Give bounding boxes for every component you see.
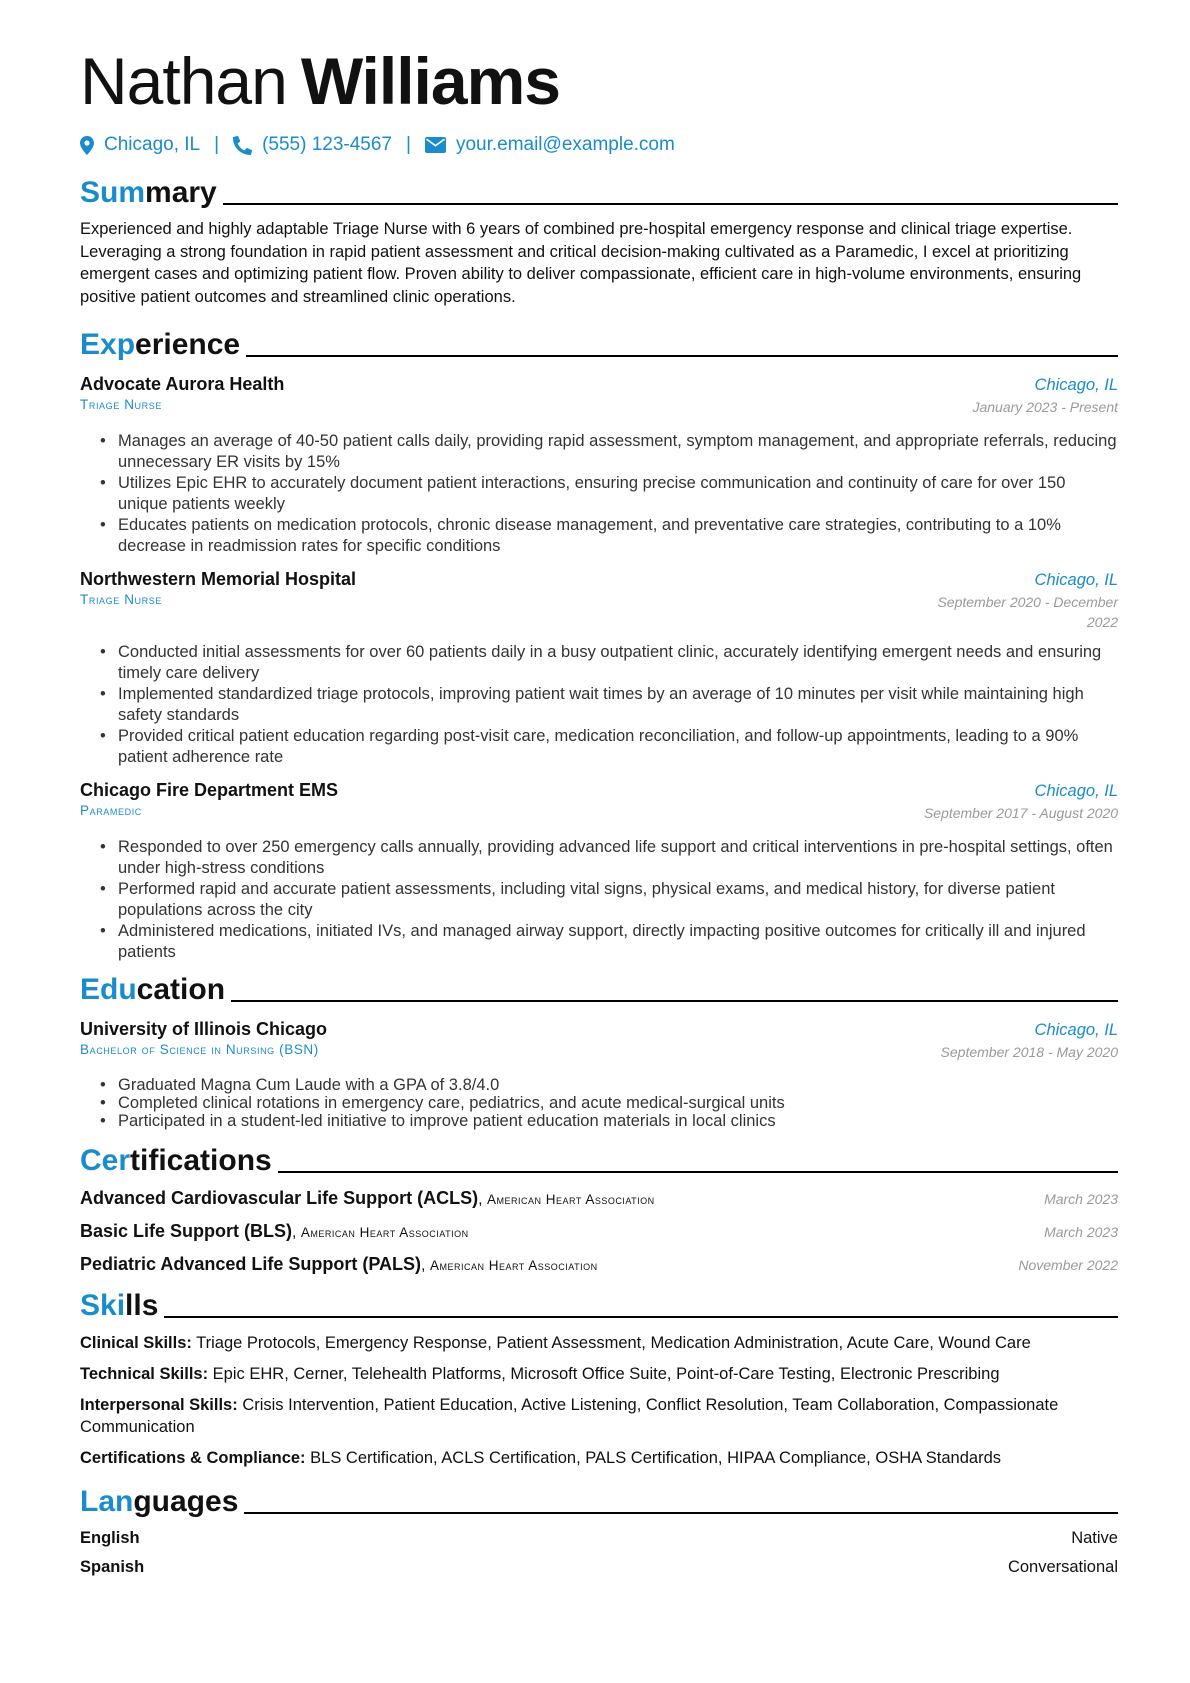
list-item: • Completed clinical rotations in emergency care, pediatrics, and acute medical-surgical units bbox=[118, 1094, 1118, 1112]
job-location: Chicago, IL bbox=[1034, 782, 1118, 800]
job-role: Triage Nurse bbox=[80, 592, 162, 607]
section-rule bbox=[244, 1512, 1118, 1514]
degree-name: Bachelor of Science in Nursing (BSN) bbox=[80, 1042, 319, 1057]
school-location: Chicago, IL bbox=[1034, 1021, 1118, 1039]
phone-text: (555) 123-4567 bbox=[262, 134, 392, 155]
certification-date: November 2022 bbox=[1018, 1257, 1118, 1273]
contact-separator: | bbox=[214, 134, 220, 155]
envelope-icon bbox=[425, 137, 446, 153]
skill-row bbox=[80, 1394, 1118, 1438]
job-dates: January 2023 - Present bbox=[972, 399, 1118, 415]
list-item: • Administered medications, initiated IVs, and managed airway support, directly impacting positive outcomes for critically ill and injured patients bbox=[118, 921, 1118, 963]
contact-email[interactable] bbox=[425, 134, 675, 156]
location-text: Chicago, IL bbox=[104, 134, 201, 155]
job-dates: September 2020 - December 2022 bbox=[937, 594, 1118, 630]
education-title: Education bbox=[80, 973, 226, 1006]
map-pin-icon bbox=[80, 136, 94, 155]
last-name: Williams bbox=[300, 44, 560, 118]
certification-name: Pediatric Advanced Life Support (PALS) bbox=[80, 1254, 422, 1274]
list-item: • Responded to over 250 emergency calls annually, providing advanced life support and critical interventions in pre-hospital settings, often under high-stress conditions bbox=[118, 837, 1118, 879]
skill-label: Clinical Skills: bbox=[80, 1334, 192, 1352]
certification-date: March 2023 bbox=[1044, 1191, 1118, 1207]
list-item: • Performed rapid and accurate patient assessments, including vital signs, physical exams, and medical history, for diverse patient populations across the city bbox=[118, 879, 1118, 921]
list-item: • Educates patients on medication protocols, chronic disease management, and preventative care strategies, contributing to a 10% decrease in readmission rates for specific conditions bbox=[118, 515, 1118, 557]
skill-value: Crisis Intervention, Patient Education, Active Listening, Conflict Resolution, Team Collaboration, Compassionate Communication bbox=[80, 1396, 1059, 1436]
certifications-section-header bbox=[80, 1140, 1118, 1178]
summary-section-header bbox=[80, 172, 1118, 210]
skill-label: Certifications & Compliance: bbox=[80, 1449, 306, 1467]
skill-value: Epic EHR, Cerner, Telehealth Platforms, Microsoft Office Suite, Point-of-Care Testing, Electronic Prescribing bbox=[212, 1365, 1000, 1383]
summary-text: Experienced and highly adaptable Triage Nurse with 6 years of combined pre-hospital emergency response and clinical triage expertise. Leveraging a strong foundation in rapid patient assessment and critical decision-making cultivated as a Paramedic, I excel at prioritizing emergent cases and optimizing patient flow. Proven ability to deliver compassionate, efficient care in high-volume environments, ensuring positive patient outcomes and streamlined clinic operations. bbox=[80, 220, 1082, 306]
section-rule bbox=[278, 1171, 1118, 1173]
languages-section-header bbox=[80, 1481, 1118, 1519]
job-dates: September 2017 - August 2020 bbox=[923, 805, 1118, 821]
language-row bbox=[80, 1558, 1118, 1577]
language-level: Conversational bbox=[1007, 1558, 1118, 1576]
job-bullets bbox=[80, 431, 1118, 557]
list-item: • Graduated Magna Cum Laude with a GPA of 3.8/4.0 bbox=[118, 1076, 1118, 1094]
skill-value: BLS Certification, ACLS Certification, PALS Certification, HIPAA Compliance, OSHA Standards bbox=[310, 1449, 1002, 1467]
list-item: • Manages an average of 40-50 patient calls daily, providing rapid assessment, symptom management, and appropriate referrals, reducing unnecessary ER visits by 15% bbox=[118, 431, 1118, 473]
certification-issuer: American Heart Association bbox=[429, 1258, 598, 1273]
skills-title: Skills bbox=[80, 1289, 159, 1322]
section-rule bbox=[223, 203, 1118, 205]
summary-title: Summary bbox=[80, 176, 217, 209]
job-role: Triage Nurse bbox=[80, 397, 162, 412]
section-rule bbox=[164, 1316, 1118, 1318]
list-item: • Implemented standardized triage protocols, improving patient wait times by an average of 10 minutes per visit while maintaining high safety standards bbox=[118, 684, 1118, 726]
job-bullets bbox=[80, 837, 1118, 963]
experience-title: Experience bbox=[80, 328, 241, 361]
phone-icon bbox=[233, 136, 252, 155]
experience-section-header bbox=[80, 324, 1118, 362]
resume-page bbox=[80, 42, 1118, 1577]
certification-row: Advanced Cardiovascular Life Support (ACLS), American Heart Association March 2023 bbox=[80, 1188, 1118, 1208]
contact-location bbox=[80, 134, 200, 156]
skill-row bbox=[80, 1363, 1118, 1385]
certification-issuer: American Heart Association bbox=[486, 1192, 655, 1207]
list-item: • Participated in a student-led initiative to improve patient education materials in local clinics bbox=[118, 1112, 1118, 1130]
job-organization: Chicago Fire Department EMS bbox=[80, 780, 339, 800]
language-name: English bbox=[80, 1529, 140, 1547]
education-bullets bbox=[80, 1076, 1118, 1130]
certification-name: Basic Life Support (BLS) bbox=[80, 1221, 293, 1241]
education-section-header bbox=[80, 969, 1118, 1007]
skill-label: Technical Skills: bbox=[80, 1365, 209, 1383]
list-item: • Provided critical patient education regarding post-visit care, medication reconciliation, and follow-up appointments, leading to a 90% patient adherence rate bbox=[118, 726, 1118, 768]
skill-row bbox=[80, 1447, 1118, 1469]
skill-value: Triage Protocols, Emergency Response, Patient Assessment, Medication Administration, Acute Care, Wound Care bbox=[196, 1334, 1031, 1352]
education-dates: September 2018 - May 2020 bbox=[940, 1044, 1118, 1060]
job-bullets bbox=[80, 642, 1118, 768]
job-location: Chicago, IL bbox=[1034, 376, 1118, 394]
first-name: Nathan bbox=[80, 44, 287, 118]
job-entry bbox=[80, 374, 1118, 557]
job-organization: Advocate Aurora Health bbox=[80, 374, 285, 394]
certification-row: Pediatric Advanced Life Support (PALS), American Heart Association November 2022 bbox=[80, 1254, 1118, 1274]
job-location: Chicago, IL bbox=[1034, 571, 1118, 589]
contact-separator: | bbox=[406, 134, 411, 155]
contact-bar bbox=[80, 132, 1118, 158]
certification-name: Advanced Cardiovascular Life Support (ACLS) bbox=[80, 1188, 479, 1208]
skill-label: Interpersonal Skills: bbox=[80, 1396, 238, 1414]
school-name: University of Illinois Chicago bbox=[80, 1019, 328, 1039]
certification-row: Basic Life Support (BLS), American Heart Association March 2023 bbox=[80, 1221, 1118, 1241]
languages-title: Languages bbox=[80, 1485, 239, 1518]
certification-issuer: American Heart Association bbox=[300, 1225, 469, 1240]
certification-date: March 2023 bbox=[1044, 1224, 1118, 1240]
job-role: Paramedic bbox=[80, 803, 142, 818]
job-organization: Northwestern Memorial Hospital bbox=[80, 569, 357, 589]
language-name: Spanish bbox=[80, 1558, 145, 1576]
job-entry bbox=[80, 780, 1118, 963]
certifications-title: Certifications bbox=[80, 1144, 272, 1177]
certifications-list bbox=[80, 1188, 1118, 1275]
list-item: • Conducted initial assessments for over 60 patients daily in a busy outpatient clinic, accurately identifying emergent needs and ensuring timely care delivery bbox=[118, 642, 1118, 684]
contact-phone[interactable] bbox=[233, 134, 392, 156]
email-link: your.email@example.com bbox=[455, 134, 675, 155]
job-entry bbox=[80, 569, 1118, 768]
language-level: Native bbox=[1071, 1529, 1118, 1547]
section-rule bbox=[231, 1000, 1118, 1002]
section-rule bbox=[246, 355, 1118, 357]
skills-section-header bbox=[80, 1285, 1118, 1323]
candidate-name bbox=[80, 42, 1118, 120]
list-item: • Utilizes Epic EHR to accurately document patient interactions, ensuring precise communication and continuity of care for over 150 unique patients weekly bbox=[118, 473, 1118, 515]
skill-row bbox=[80, 1332, 1118, 1354]
language-row bbox=[80, 1529, 1118, 1548]
education-entry bbox=[80, 1019, 1118, 1130]
